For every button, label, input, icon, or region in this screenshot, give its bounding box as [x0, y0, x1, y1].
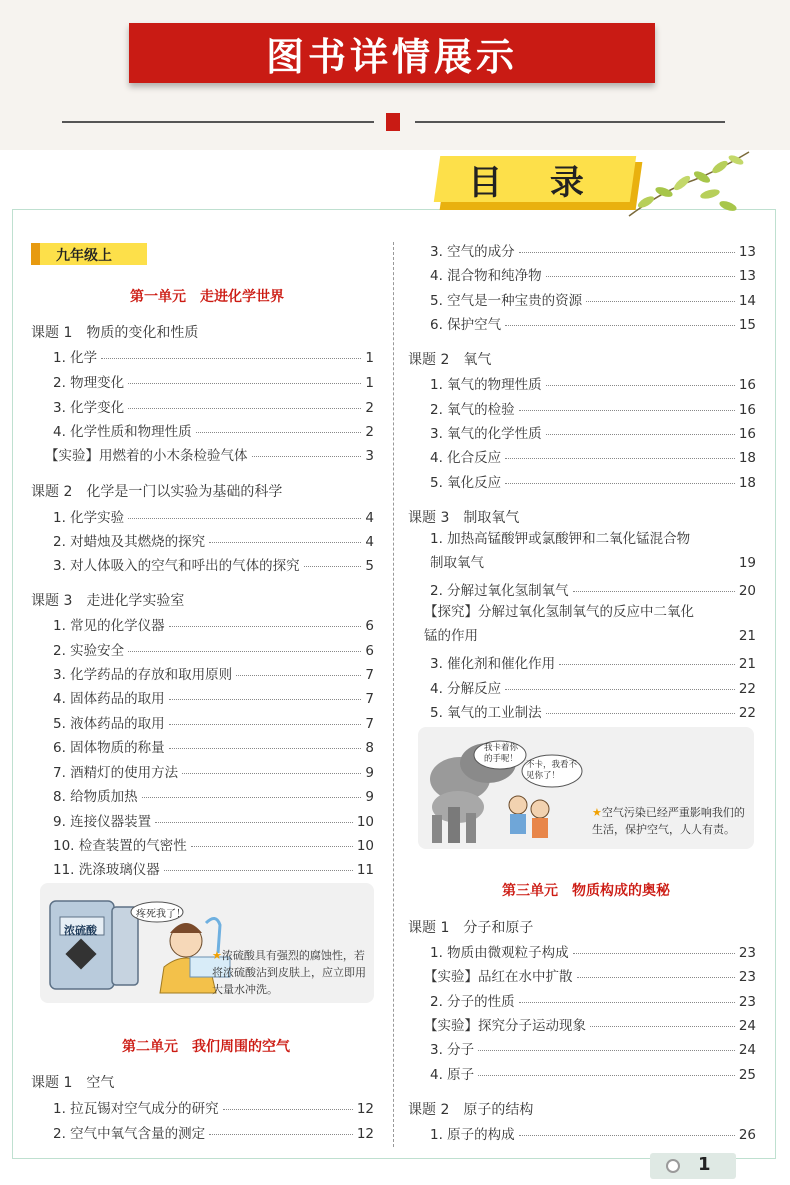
toc-entry[interactable]: 5. 氧化反应 18	[430, 475, 756, 491]
toc-entry[interactable]: 1. 常见的化学仪器 6	[53, 618, 374, 634]
toc-entry[interactable]: 【实验】探究分子运动现象 24	[424, 1018, 756, 1034]
toc-entry[interactable]: 3. 催化剂和催化作用 21	[430, 656, 756, 672]
divider-right	[415, 121, 725, 123]
lesson-heading: 课题 1 分子和原子	[408, 920, 534, 936]
bottle-label: 浓硫酸	[64, 924, 97, 937]
toc-entry[interactable]: 6. 固体物质的称量 8	[53, 740, 374, 756]
lesson-heading: 课题 1 空气	[31, 1075, 115, 1091]
grade-label: 九年级上	[56, 248, 112, 264]
toc-title: 目 录	[468, 162, 602, 203]
toc-entry[interactable]: 1. 化学实验 4	[53, 510, 374, 526]
toc-entry[interactable]: 2. 氧气的检验 16	[430, 402, 756, 418]
toc-entry[interactable]: 2. 实验安全 6	[53, 643, 374, 659]
pollution-illustration	[418, 727, 754, 849]
toc-entry[interactable]: 4. 化合反应 18	[430, 450, 756, 466]
star-icon: ★	[592, 806, 602, 819]
lesson-heading: 课题 1 物质的变化和性质	[31, 325, 199, 341]
grade-tag	[31, 243, 147, 265]
toc-entry[interactable]: 3. 化学变化 2	[53, 400, 374, 416]
toc-entry[interactable]: 10. 检查装置的气密性 10	[53, 838, 374, 854]
detail-banner: 图书详情展示	[129, 23, 655, 83]
toc-entry[interactable]: 2. 分解过氧化氢制氧气 20	[430, 583, 756, 599]
divider-mark	[386, 113, 400, 131]
toc-entry[interactable]: 3. 对人体吸入的空气和呼出的气体的探究 5	[53, 558, 374, 574]
illustration-caption: ★浓硫酸具有强烈的腐蚀性，若将浓硫酸沾到皮肤上，应立即用大量水冲洗。	[212, 949, 366, 996]
page-number: 1	[698, 1154, 711, 1175]
lesson-heading: 课题 3 制取氧气	[408, 510, 520, 526]
toc-entry[interactable]: 7. 酒精灯的使用方法 9	[53, 765, 374, 781]
toc-entry[interactable]: 4. 化学性质和物理性质 2	[53, 424, 374, 440]
toc-entry[interactable]: 4. 混合物和纯净物 13	[430, 268, 756, 284]
toc-entry[interactable]: 4. 分解反应 22	[430, 681, 756, 697]
page-number-tab	[650, 1153, 736, 1179]
divider-left	[62, 121, 374, 123]
toc-entry[interactable]: 2. 对蜡烛及其燃烧的探究 4	[53, 534, 374, 550]
toc-entry[interactable]: 11. 洗涤玻璃仪器 11	[53, 862, 374, 878]
page-circle-icon	[666, 1159, 680, 1173]
lesson-heading: 课题 2 原子的结构	[408, 1102, 534, 1118]
unit-heading: 第一单元 走进化学世界	[130, 289, 284, 305]
toc-entry[interactable]: 1. 加热高锰酸钾或氯酸钾和二氧化锰混合物制取氧气 19	[430, 531, 756, 571]
vine-decoration-icon	[624, 150, 754, 220]
toc-entry[interactable]: 5. 液体药品的取用 7	[53, 716, 374, 732]
toc-entry[interactable]: 【实验】用燃着的小木条检验气体 3	[45, 448, 374, 464]
speech-bubble: 疼死我了！	[136, 909, 186, 920]
toc-entry[interactable]: 3. 分子 24	[430, 1042, 756, 1058]
toc-entry[interactable]: 1. 拉瓦锡对空气成分的研究 12	[53, 1101, 374, 1117]
toc-title-box	[437, 152, 647, 212]
toc-entry[interactable]: 1. 物质由微观粒子构成 23	[430, 945, 756, 961]
speech-bubble-1: 我卡着你的手呢！	[484, 743, 519, 764]
toc-entry[interactable]: 8. 给物质加热 9	[53, 789, 374, 805]
toc-entry[interactable]: 4. 原子 25	[430, 1067, 756, 1083]
toc-entry[interactable]: 1. 原子的构成 26	[430, 1127, 756, 1143]
acid-illustration	[40, 883, 374, 1003]
star-icon: ★	[212, 949, 222, 962]
toc-entry[interactable]: 5. 氧气的工业制法 22	[430, 705, 756, 721]
toc-entry[interactable]: 【实验】品红在水中扩散 23	[424, 969, 756, 985]
toc-entry[interactable]: 【探究】分解过氧化氢制氧气的反应中二氧化锰的作用 21	[424, 604, 756, 644]
lesson-heading: 课题 2 氧气	[408, 352, 492, 368]
toc-entry[interactable]: 2. 分子的性质 23	[430, 994, 756, 1010]
lesson-heading: 课题 3 走进化学实验室	[31, 593, 185, 609]
illustration-caption: ★空气污染已经严重影响我们的生活，保护空气，人人有责。	[592, 806, 745, 836]
unit-heading: 第二单元 我们周围的空气	[122, 1039, 290, 1055]
toc-entry[interactable]: 2. 空气中氧气含量的测定 12	[53, 1126, 374, 1142]
toc-entry[interactable]: 9. 连接仪器装置 10	[53, 814, 374, 830]
speech-bubble-2: 不卡，我看不见你了！	[526, 760, 578, 781]
unit-heading: 第三单元 物质构成的奥秘	[502, 883, 670, 899]
toc-entry[interactable]: 3. 空气的成分 13	[430, 244, 756, 260]
toc-entry[interactable]: 6. 保护空气 15	[430, 317, 756, 333]
toc-entry[interactable]: 3. 化学药品的存放和取用原则 7	[53, 667, 374, 683]
toc-entry[interactable]: 3. 氧气的化学性质 16	[430, 426, 756, 442]
toc-entry[interactable]: 1. 化学 1	[53, 350, 374, 366]
toc-entry[interactable]: 2. 物理变化 1	[53, 375, 374, 391]
toc-entry[interactable]: 1. 氧气的物理性质 16	[430, 377, 756, 393]
column-divider	[393, 242, 394, 1147]
toc-entry[interactable]: 5. 空气是一种宝贵的资源 14	[430, 293, 756, 309]
toc-entry[interactable]: 4. 固体药品的取用 7	[53, 691, 374, 707]
lesson-heading: 课题 2 化学是一门以实验为基础的科学	[31, 484, 283, 500]
